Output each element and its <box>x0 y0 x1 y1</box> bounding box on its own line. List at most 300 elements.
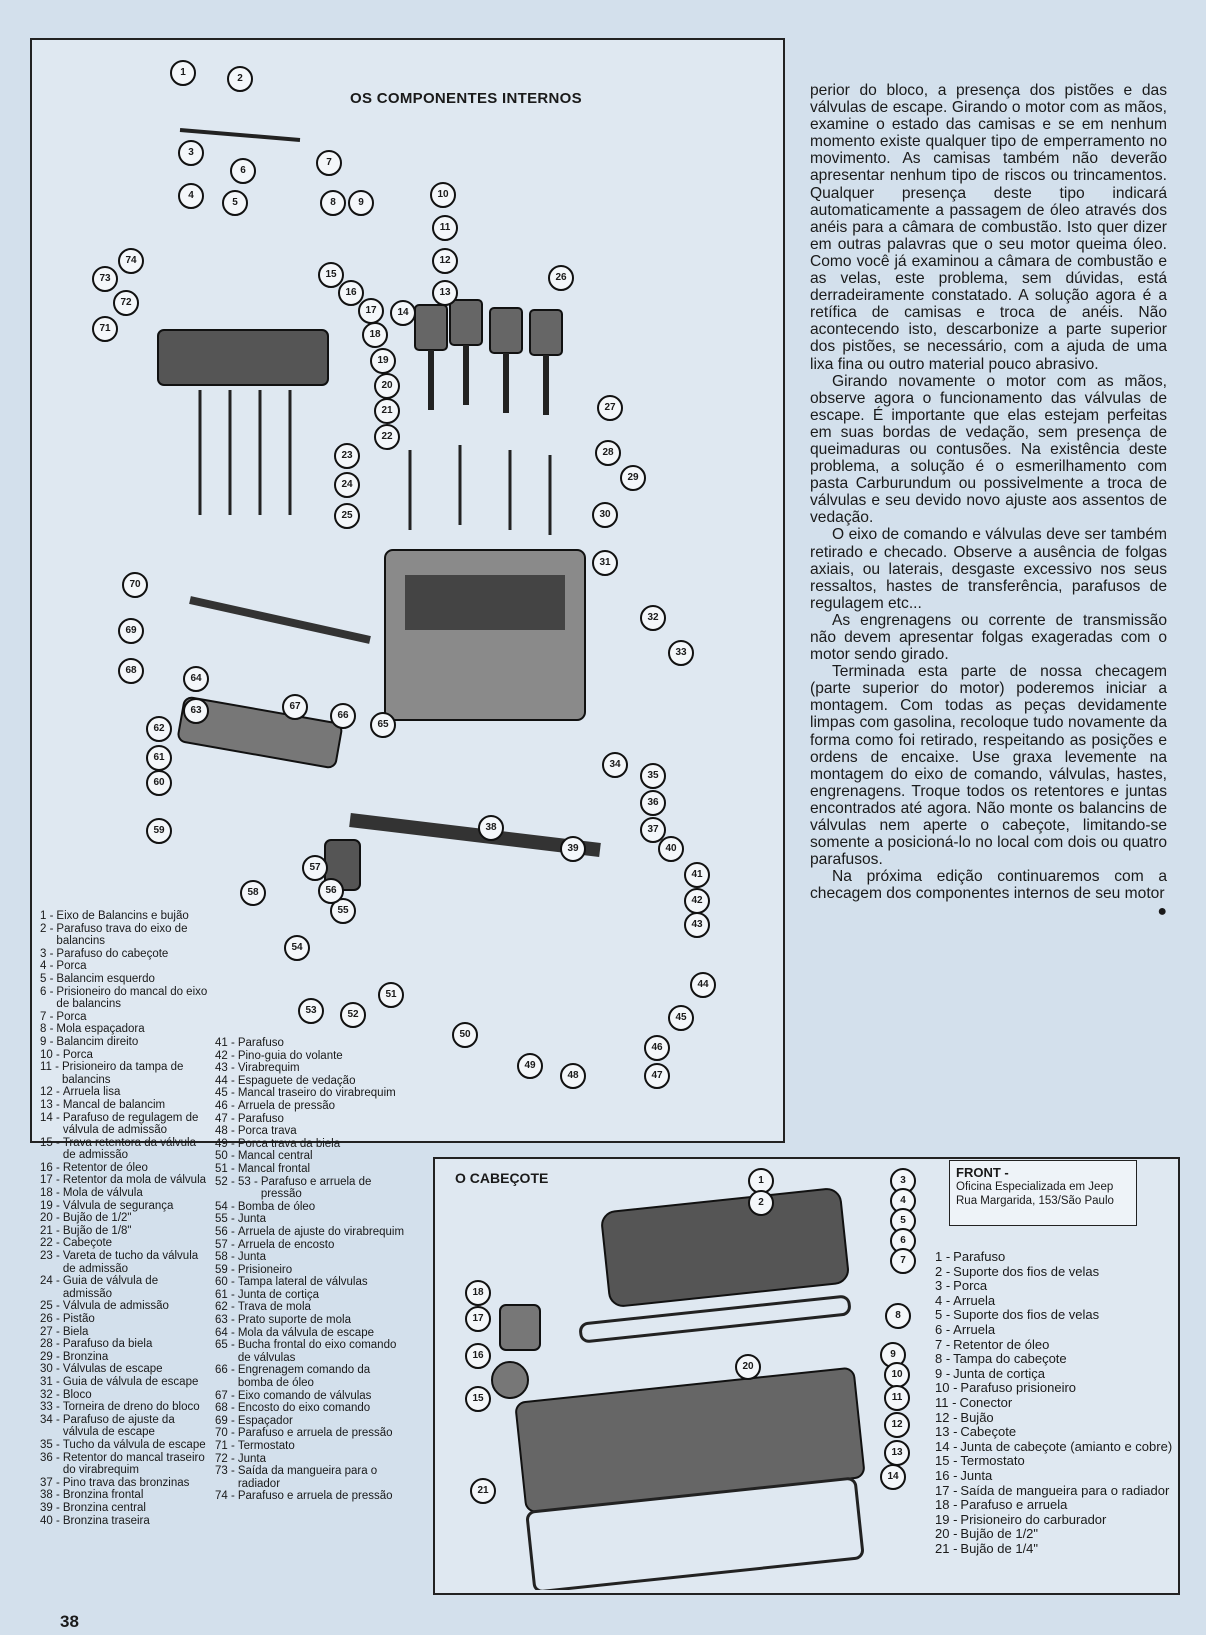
callout-39: 39 <box>560 836 586 862</box>
main-legend-item <box>40 1225 210 1238</box>
main-legend-item <box>215 1465 405 1490</box>
main-legend-item-number: 17 - <box>40 1174 60 1187</box>
main-legend-item-text: Porca trava <box>237 1125 297 1138</box>
main-legend-item-text: Retentor de óleo <box>62 1161 148 1174</box>
main-legend-item-number: 54 - <box>215 1200 235 1213</box>
main-legend-item <box>40 1401 210 1414</box>
callout-52: 52 <box>340 1002 366 1028</box>
main-legend-item <box>40 1489 210 1502</box>
main-legend-item <box>215 1163 405 1176</box>
main-legend-item-text: Arruela de ajuste do virabrequim <box>237 1225 405 1238</box>
main-legend-item <box>215 1201 405 1214</box>
main-legend-item <box>215 1427 405 1440</box>
main-legend-item <box>215 1314 405 1327</box>
main-legend-item <box>40 1351 210 1364</box>
cabecote-legend-item-text: Parafuso <box>953 1249 1006 1264</box>
callout-13: 13 <box>432 280 458 306</box>
main-legend-item-text: Bronzina frontal <box>62 1489 144 1502</box>
main-legend-item-number: 5 - <box>40 972 54 985</box>
main-legend-item <box>215 1062 405 1075</box>
callout-49: 49 <box>517 1053 543 1079</box>
callout-17: 17 <box>358 298 384 324</box>
main-legend-item-number: 34 - <box>40 1413 60 1426</box>
main-legend-item <box>40 923 210 948</box>
cab-callout-11: 11 <box>884 1385 910 1411</box>
main-legend-item-text: Junta de cortiça <box>237 1288 320 1301</box>
front-box-line-1: Oficina Especializada em Jeep <box>956 1181 1114 1193</box>
cabecote-legend-item <box>935 1513 1175 1528</box>
callout-3: 3 <box>178 140 204 166</box>
main-legend-item-number: 2 - <box>40 922 54 935</box>
callout-37: 37 <box>640 817 666 843</box>
callout-69: 69 <box>118 618 144 644</box>
main-legend-item <box>40 1237 210 1250</box>
cabecote-legend-item-number: 17 - <box>935 1482 958 1498</box>
main-legend-item-text: Eixo comando de válvulas <box>237 1389 372 1402</box>
callout-24: 24 <box>334 472 360 498</box>
main-legend-item-text: Virabrequim <box>237 1062 300 1075</box>
main-legend-item <box>40 1363 210 1376</box>
cab-callout-3: 3 <box>890 1168 916 1194</box>
main-legend-item-number: 69 - <box>215 1414 235 1427</box>
cabecote-legend-item <box>935 1352 1175 1367</box>
cabecote-legend-item-number: 11 - <box>935 1394 957 1410</box>
callout-18: 18 <box>362 322 388 348</box>
callout-72: 72 <box>113 290 139 316</box>
main-legend-item-number: 57 - <box>215 1238 235 1251</box>
main-legend-item-text: Termostato <box>237 1440 295 1452</box>
cabecote-legend-item-text: Conector <box>959 1394 1013 1410</box>
main-legend-item-text: Bomba de óleo <box>237 1200 316 1213</box>
callout-21: 21 <box>374 398 400 424</box>
main-legend-item-text: Mola de válvula <box>62 1187 143 1200</box>
cabecote-legend-item <box>935 1250 1175 1265</box>
main-legend-item-text: Arruela de encosto <box>237 1238 335 1251</box>
cylinder-head-block-shape <box>515 1368 865 1513</box>
main-legend-item <box>40 1313 210 1326</box>
main-legend-item-text: Mancal de balancim <box>62 1098 166 1111</box>
cab-callout-5: 5 <box>890 1208 916 1234</box>
cabecote-legend-item-text: Termostato <box>960 1453 1025 1469</box>
main-legend-item-number: 22 - <box>40 1237 60 1250</box>
main-legend-item <box>215 1289 405 1302</box>
main-legend-item <box>215 1364 405 1389</box>
main-legend-item-text: Mancal frontal <box>237 1162 311 1175</box>
main-legend-item <box>40 910 210 923</box>
main-legend-item-number: 58 - <box>215 1251 235 1264</box>
callout-54: 54 <box>284 935 310 961</box>
cab-callout-2: 2 <box>748 1190 774 1216</box>
article-paragraph-5: Terminada esta parte de nossa checagem (parte superior do motor) poderemos iniciar a montagem. Com todas as peças devidamente limpas com gasolina, recoloque tudo novamente da forma como foi retirado, respeitando as posições e ordens de encaixe. Use graxa levemente na montagem do eixo de comando, válvulas, hastes, engrenagens. Troque todos os retentores e juntas encontrados até agora. Não monte os balancins de válvulas nem aperte o cabeçote, limitando-se somente a posicioná-lo no local com dois ou quatro parafusos. <box>810 663 1167 869</box>
main-legend-item <box>40 1162 210 1175</box>
main-legend-item-number: 36 - <box>40 1451 60 1464</box>
main-legend-item <box>215 1050 405 1063</box>
main-legend-item <box>40 1477 210 1490</box>
cabecote-legend-item-text: Retentor de óleo <box>953 1336 1050 1352</box>
article-paragraph-4: As engrenagens ou corrente de transmissão não devem apresentar folgas exageradas com o motor sendo girado. <box>810 611 1167 664</box>
engine-exploded-diagram <box>80 60 720 920</box>
main-legend-item-number: 39 - <box>40 1501 60 1514</box>
main-legend-item-text: Mancal central <box>237 1150 313 1163</box>
cabecote-legend-item <box>935 1279 1175 1294</box>
main-legend-item-number: 52 - 53 - <box>215 1175 258 1188</box>
main-legend-item-text: Junta <box>237 1251 266 1264</box>
main-legend-item-number: 23 - <box>40 1250 60 1263</box>
main-legend-item <box>215 1251 405 1264</box>
main-legend-item-text: Parafuso trava do eixo de balancins <box>56 922 188 948</box>
cabecote-legend-item-text: Tampa do cabeçote <box>953 1351 1067 1367</box>
main-legend-item-text: Trava retentora da válvula de admissão <box>62 1136 196 1162</box>
cabecote-legend-item-number: 19 - <box>935 1511 958 1527</box>
main-legend-item-text: Balancim esquerdo <box>56 972 155 985</box>
main-legend-item-number: 35 - <box>40 1438 60 1451</box>
main-legend-item-text: Pistão <box>62 1313 95 1325</box>
main-legend-item <box>215 1440 405 1453</box>
callout-47: 47 <box>644 1063 670 1089</box>
article-text <box>810 82 1167 920</box>
main-legend-item-number: 50 - <box>215 1150 235 1163</box>
main-legend-item-number: 15 - <box>40 1136 60 1149</box>
main-legend-item-number: 41 - <box>215 1037 235 1049</box>
cabecote-legend-item-text: Saída de mangueira para o radiador <box>960 1482 1170 1498</box>
main-legend-item-text: Guia de válvula de escape <box>62 1375 199 1388</box>
main-legend-item <box>40 1174 210 1187</box>
callout-10: 10 <box>430 182 456 208</box>
main-legend-item-text: Espaçador <box>237 1414 293 1427</box>
main-legend-item-number: 8 - <box>40 1023 54 1036</box>
cabecote-legend-item <box>935 1338 1175 1353</box>
main-legend-item-text: Tucho da válvula de escape <box>62 1438 206 1451</box>
callout-74: 74 <box>118 248 144 274</box>
cab-callout-9: 9 <box>880 1342 906 1368</box>
main-legend-item-text: Junta <box>237 1452 266 1465</box>
main-diagram-title: OS COMPONENTES INTERNOS <box>350 90 582 107</box>
cabecote-legend-item-text: Bujão de 1/2" <box>960 1526 1039 1542</box>
cabecote-legend-item-text: Parafuso prisioneiro <box>960 1380 1077 1396</box>
callout-27: 27 <box>597 395 623 421</box>
main-legend-item-number: 60 - <box>215 1276 235 1289</box>
main-legend-item <box>215 1415 405 1428</box>
cabecote-legend-item-number: 4 - <box>935 1292 951 1308</box>
main-legend-item <box>40 1137 210 1162</box>
callout-31: 31 <box>592 550 618 576</box>
main-legend-item-number: 9 - <box>40 1035 54 1048</box>
main-legend-item-number: 30 - <box>40 1363 60 1376</box>
main-legend-left <box>40 910 210 1527</box>
cab-callout-10: 10 <box>884 1362 910 1388</box>
cabecote-title: O CABEÇOTE <box>455 1170 549 1186</box>
cabecote-legend-item <box>935 1454 1175 1469</box>
main-legend-item-number: 68 - <box>215 1402 235 1415</box>
cabecote-legend-item <box>935 1308 1175 1323</box>
cabecote-legend-item-number: 14 - <box>935 1438 958 1454</box>
main-legend-item-number: 7 - <box>40 1010 54 1023</box>
callout-36: 36 <box>640 790 666 816</box>
cabecote-legend-item-text: Porca <box>953 1278 988 1294</box>
main-legend-item <box>40 1250 210 1275</box>
callout-14: 14 <box>390 300 416 326</box>
cabecote-legend-item-number: 10 - <box>935 1380 958 1396</box>
main-legend-item-number: 55 - <box>215 1213 235 1226</box>
cabecote-legend-item-number: 2 - <box>935 1263 951 1279</box>
main-legend-item-text: Parafuso de regulagem de válvula de admissão <box>62 1111 199 1137</box>
cabecote-legend-item-text: Bujão <box>960 1409 994 1425</box>
main-legend-item-text: Parafuso da biela <box>62 1338 153 1351</box>
main-legend-item <box>215 1276 405 1289</box>
main-legend-item-text: Retentor do mancal traseiro do virabrequim <box>62 1451 205 1477</box>
main-legend-item-text: Parafuso <box>237 1112 284 1125</box>
main-legend-item <box>215 1213 405 1226</box>
main-legend-item <box>215 1490 405 1503</box>
main-legend-item <box>215 1402 405 1415</box>
main-legend-item-number: 11 - <box>40 1061 59 1074</box>
callout-70: 70 <box>122 572 148 598</box>
main-legend-item-number: 29 - <box>40 1350 60 1363</box>
main-legend-item-number: 12 - <box>40 1086 60 1099</box>
main-legend-item-text: Prisioneiro do mancal do eixo de balancins <box>56 985 208 1011</box>
cabecote-legend-item-text: Junta de cortiça <box>953 1365 1045 1381</box>
main-legend-item-text: Válvulas de escape <box>62 1363 163 1376</box>
main-legend-item-number: 31 - <box>40 1375 60 1388</box>
main-legend-item <box>215 1264 405 1277</box>
main-legend-item <box>215 1113 405 1126</box>
main-legend-item-text: Prato suporte de mola <box>237 1314 351 1327</box>
callout-48: 48 <box>560 1063 586 1089</box>
callout-34: 34 <box>602 752 628 778</box>
callout-73: 73 <box>92 266 118 292</box>
main-legend-item-text: Prisioneiro <box>237 1263 293 1276</box>
callout-41: 41 <box>684 862 710 888</box>
cabecote-legend-item <box>935 1527 1175 1542</box>
main-legend-item-text: Parafuso e arruela de pressão <box>237 1427 393 1440</box>
callout-71: 71 <box>92 316 118 342</box>
callout-68: 68 <box>118 658 144 684</box>
cab-callout-21: 21 <box>470 1478 496 1504</box>
cabecote-legend-item <box>935 1440 1175 1455</box>
main-legend-item-number: 33 - <box>40 1401 60 1414</box>
cabecote-legend-item <box>935 1265 1175 1280</box>
callout-65: 65 <box>370 712 396 738</box>
main-legend-item-number: 62 - <box>215 1301 235 1314</box>
cabecote-legend <box>935 1250 1175 1556</box>
main-legend-item-text: Torneira de dreno do bloco <box>62 1401 200 1414</box>
main-legend-item-text: Porca trava da biela <box>237 1137 341 1150</box>
main-legend-item-number: 21 - <box>40 1224 60 1237</box>
callout-20: 20 <box>374 373 400 399</box>
main-legend-item-number: 73 - <box>215 1465 235 1478</box>
cabecote-legend-item-text: Bujão de 1/4" <box>960 1540 1039 1556</box>
main-legend-item <box>215 1301 405 1314</box>
main-legend-item-number: 63 - <box>215 1314 235 1327</box>
callout-32: 32 <box>640 605 666 631</box>
cabecote-legend-item-number: 9 - <box>935 1365 951 1381</box>
cabecote-legend-item-number: 8 - <box>935 1351 951 1367</box>
cabecote-legend-item-number: 15 - <box>935 1453 958 1469</box>
main-legend-item <box>215 1226 405 1239</box>
callout-38: 38 <box>478 815 504 841</box>
main-legend-item-number: 70 - <box>215 1427 235 1440</box>
main-legend-item-text: Vareta de tucho da válvula de admissão <box>62 1250 199 1275</box>
main-legend-item-number: 1 - <box>40 910 54 922</box>
main-legend-item-number: 32 - <box>40 1388 60 1401</box>
main-legend-item-text: Arruela de pressão <box>237 1099 335 1112</box>
callout-40: 40 <box>658 836 684 862</box>
main-legend-item <box>40 1376 210 1389</box>
main-legend-item-number: 38 - <box>40 1489 60 1502</box>
callout-16: 16 <box>338 280 364 306</box>
main-legend-item <box>215 1100 405 1113</box>
main-legend-item-text: Porca <box>62 1048 93 1061</box>
main-legend-item <box>40 1414 210 1439</box>
cylinder-head-shape <box>158 330 328 385</box>
main-legend-item-number: 51 - <box>215 1162 235 1175</box>
cab-callout-7: 7 <box>890 1248 916 1274</box>
main-legend-item-number: 10 - <box>40 1048 60 1061</box>
main-legend-item <box>40 1049 210 1062</box>
main-legend-item-text: Guia de válvula de admissão <box>62 1275 159 1300</box>
callout-63: 63 <box>183 698 209 724</box>
article-paragraph-2: Girando novamente o motor com as mãos, observe agora o funcionamento das válvulas de escape. É importante que elas estejam perfeitas em suas bordas de vedação, sem presença de queimaduras ou contusões. Na existência deste problema, a solução é o esmerilhamento com pasta Carburundum ou possivelmente a troca de válvulas e seu devido novo ajuste aos assentos de vedação. <box>810 372 1167 527</box>
callout-61: 61 <box>146 745 172 771</box>
main-legend-item-number: 16 - <box>40 1161 60 1174</box>
main-legend-item <box>40 1300 210 1313</box>
main-legend-item-text: Eixo de Balancins e bujão <box>56 910 189 922</box>
main-legend-item-text: Balancim direito <box>56 1035 139 1048</box>
main-legend-middle <box>215 1037 405 1503</box>
cabecote-illustration <box>460 1160 930 1590</box>
main-legend-item-text: Bronzina traseira <box>62 1514 150 1527</box>
front-box-line-2: Rua Margarida, 153/São Paulo <box>956 1195 1114 1207</box>
main-legend-item-number: 20 - <box>40 1212 60 1225</box>
main-legend-item-text: Espaguete de vedação <box>237 1074 356 1087</box>
callout-19: 19 <box>370 348 396 374</box>
main-legend-item-text: Cabeçote <box>62 1237 113 1250</box>
main-legend-item-text: Parafuso de ajuste da válvula de escape <box>62 1413 175 1439</box>
main-legend-item-number: 47 - <box>215 1112 235 1125</box>
callout-55: 55 <box>330 898 356 924</box>
cabecote-legend-item-text: Cabeçote <box>960 1424 1017 1440</box>
main-legend-item <box>40 960 210 973</box>
main-legend-item <box>215 1239 405 1252</box>
main-legend-item-text: Porca <box>56 960 87 973</box>
callout-67: 67 <box>282 694 308 720</box>
callout-30: 30 <box>592 502 618 528</box>
main-legend-item <box>215 1176 405 1201</box>
callout-11: 11 <box>432 215 458 241</box>
callout-60: 60 <box>146 770 172 796</box>
main-legend-item <box>40 1275 210 1300</box>
main-legend-item-number: 65 - <box>215 1339 235 1352</box>
cabecote-legend-item <box>935 1411 1175 1426</box>
main-legend-item-text: Mancal traseiro do virabrequim <box>237 1087 396 1100</box>
main-legend-item-text: Porca <box>56 1010 87 1023</box>
callout-62: 62 <box>146 716 172 742</box>
cab-callout-16: 16 <box>465 1343 491 1369</box>
cabecote-legend-item-number: 7 - <box>935 1336 951 1352</box>
callout-58: 58 <box>240 880 266 906</box>
front-box <box>949 1160 1137 1226</box>
main-legend-item-text: Junta <box>237 1213 266 1226</box>
main-legend-item-text: Bronzina <box>62 1350 109 1363</box>
cabecote-legend-item-text: Arruela <box>953 1321 996 1337</box>
callout-4: 4 <box>178 183 204 209</box>
callout-15: 15 <box>318 262 344 288</box>
main-legend-item <box>215 1453 405 1466</box>
callout-51: 51 <box>378 982 404 1008</box>
main-legend-item-number: 66 - <box>215 1364 235 1377</box>
main-legend-item-number: 72 - <box>215 1452 235 1465</box>
main-legend-item-text: Bujão de 1/2" <box>62 1212 132 1225</box>
main-legend-item <box>215 1339 405 1364</box>
main-legend-item-text: Prisioneiro da tampa de balancins <box>61 1061 184 1086</box>
cabecote-legend-item-number: 6 - <box>935 1321 951 1337</box>
cabecote-legend-item-number: 21 - <box>935 1540 958 1556</box>
cab-callout-14: 14 <box>880 1464 906 1490</box>
main-legend-item <box>40 1061 210 1086</box>
main-legend-item <box>40 1086 210 1099</box>
main-legend-item-text: Retentor da mola de válvula <box>62 1174 207 1187</box>
cab-callout-6: 6 <box>890 1228 916 1254</box>
callout-33: 33 <box>668 640 694 666</box>
main-legend-item-text: Pino-guia do volante <box>237 1049 343 1062</box>
main-legend-item <box>40 1099 210 1112</box>
main-legend-item-text: Saída da mangueira para o radiador <box>237 1465 378 1490</box>
main-legend-item-number: 25 - <box>40 1300 60 1313</box>
main-legend-item-number: 45 - <box>215 1087 235 1100</box>
callout-28: 28 <box>595 440 621 466</box>
camshaft-shape <box>190 600 370 640</box>
callout-5: 5 <box>222 190 248 216</box>
cabecote-legend-item <box>935 1323 1175 1338</box>
cabecote-diagram <box>460 1160 930 1590</box>
main-legend-item-number: 27 - <box>40 1325 60 1338</box>
callout-59: 59 <box>146 818 172 844</box>
main-legend-item-text: Parafuso e arruela de pressão <box>260 1175 372 1201</box>
cabecote-legend-item-number: 13 - <box>935 1424 958 1440</box>
main-legend-item <box>215 1087 405 1100</box>
cabecote-legend-item-number: 12 - <box>935 1409 958 1425</box>
main-legend-item-text: Bronzina central <box>62 1501 146 1514</box>
main-legend-item <box>40 1452 210 1477</box>
cabecote-legend-item <box>935 1294 1175 1309</box>
main-legend-item <box>215 1037 405 1050</box>
main-legend-item <box>215 1150 405 1163</box>
callout-22: 22 <box>374 424 400 450</box>
callout-57: 57 <box>302 855 328 881</box>
main-legend-item-text: Trava de mola <box>237 1301 311 1314</box>
main-legend-item <box>40 1439 210 1452</box>
main-legend-item-number: 48 - <box>215 1125 235 1138</box>
cabecote-legend-item-number: 16 - <box>935 1467 958 1483</box>
main-legend-item-text: Bujão de 1/8" <box>62 1224 132 1237</box>
main-legend-item-number: 44 - <box>215 1074 235 1087</box>
main-legend-item-number: 6 - <box>40 985 54 998</box>
main-legend-item-text: Mola da válvula de escape <box>237 1326 374 1339</box>
main-legend-item <box>215 1327 405 1340</box>
cab-callout-12: 12 <box>884 1412 910 1438</box>
callout-66: 66 <box>330 703 356 729</box>
main-legend-item-text: Parafuso <box>237 1037 284 1049</box>
main-legend-item-number: 3 - <box>40 947 54 960</box>
main-legend-item-number: 19 - <box>40 1199 60 1212</box>
main-legend-item <box>40 1187 210 1200</box>
cabecote-legend-item-number: 20 - <box>935 1526 958 1542</box>
callout-64: 64 <box>183 666 209 692</box>
cabecote-legend-item-text: Arruela <box>953 1292 996 1308</box>
main-legend-item-text: Bloco <box>62 1388 92 1401</box>
callout-12: 12 <box>432 248 458 274</box>
main-legend-item <box>215 1125 405 1138</box>
